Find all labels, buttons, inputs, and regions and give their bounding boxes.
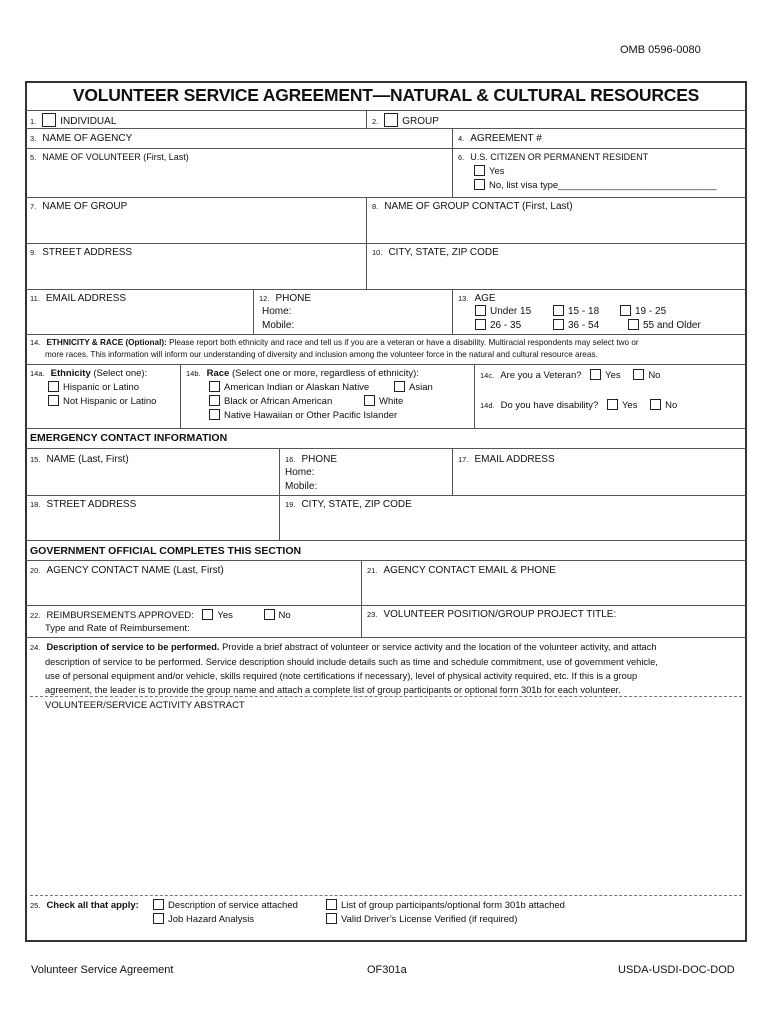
reimbursement-type-field[interactable]: Type and Rate of Reimbursement:	[45, 623, 190, 634]
ethnicity-race-intro: 14. ETHNICITY & RACE (Optional): Please report both ethnicity and race and tell us if you are a veteran or have a disability. Multiracial respondents may select two or more races. This information will inform our understanding of diversity and inclusion among the volunteer force in the natural and cultural resource areas.	[30, 338, 639, 359]
group-option: 2. GROUP	[372, 113, 439, 127]
race-white-option: White	[364, 395, 403, 407]
government-section-header: GOVERNMENT OFFICIAL COMPLETES THIS SECTION	[30, 545, 302, 557]
race-native-option: American Indian or Alaskan Native	[209, 381, 369, 393]
disability-no-checkbox[interactable]	[650, 399, 661, 410]
emergency-contact-header: EMERGENCY CONTACT INFORMATION	[30, 432, 228, 444]
phone-label: 12. PHONE	[259, 293, 311, 304]
race-hawaiian-checkbox[interactable]	[209, 409, 220, 420]
disability-yes-checkbox[interactable]	[607, 399, 618, 410]
emergency-email-field[interactable]: 17. EMAIL ADDRESS	[458, 454, 555, 465]
participants-list-option: List of group participants/optional form 301b attached	[326, 899, 565, 911]
age-55-older-checkbox[interactable]	[628, 319, 639, 330]
race-native-checkbox[interactable]	[209, 381, 220, 392]
citizen-no: No, list visa type______________________________	[474, 179, 717, 191]
city-state-zip-field[interactable]: 10. CITY, STATE, ZIP CODE	[372, 247, 499, 258]
drivers-license-option: Valid Driver’s License Verified (if required)	[326, 913, 517, 925]
age-19-25-checkbox[interactable]	[620, 305, 631, 316]
race-hawaiian-option: Native Hawaiian or Other Pacific Islander	[209, 409, 397, 421]
form-title: VOLUNTEER SERVICE AGREEMENT—NATURAL & CULTURAL RESOURCES	[72, 85, 700, 105]
age-19-25: 19 - 25	[620, 305, 666, 317]
omb-number: OMB 0596-0080	[620, 44, 701, 56]
individual-option: 1. INDIVIDUAL	[30, 113, 116, 127]
email-field[interactable]: 11. EMAIL ADDRESS	[30, 293, 127, 304]
check-all-label: 25. Check all that apply:	[30, 900, 139, 911]
emergency-phone-label: 16. PHONE	[285, 454, 337, 465]
reimbursements-question: 22. REIMBURSEMENTS APPROVED: Yes No	[30, 610, 291, 621]
street-address-field[interactable]: 9. STREET ADDRESS	[30, 247, 133, 258]
phone-home[interactable]: Home:	[262, 306, 292, 317]
race-label: 14b. Race (Select one or more, regardless of ethnicity):	[186, 368, 419, 379]
citizen-yes-checkbox[interactable]	[474, 165, 485, 176]
race-white-checkbox[interactable]	[364, 395, 375, 406]
agreement-number-field[interactable]: 4. AGREEMENT #	[458, 133, 542, 144]
age-15-18: 15 - 18	[553, 305, 599, 317]
job-hazard-option: Job Hazard Analysis	[153, 913, 254, 925]
reimbursement-no-checkbox[interactable]	[264, 609, 275, 620]
age-36-54: 36 - 54	[553, 319, 599, 331]
individual-checkbox[interactable]	[42, 113, 56, 127]
veteran-no-checkbox[interactable]	[633, 369, 644, 380]
drivers-license-checkbox[interactable]	[326, 913, 337, 924]
race-black-checkbox[interactable]	[209, 395, 220, 406]
volunteer-name-field[interactable]: 5. NAME OF VOLUNTEER (First, Last)	[30, 152, 189, 162]
description-attached-option: Description of service attached	[153, 899, 298, 911]
disability-question: 14d. Do you have disability? Yes No	[480, 400, 678, 411]
hispanic-option: Hispanic or Latino	[48, 381, 139, 393]
footer-form-number: OF301a	[367, 964, 407, 976]
veteran-yes-checkbox[interactable]	[590, 369, 601, 380]
race-asian-checkbox[interactable]	[394, 381, 405, 392]
age-15-18-checkbox[interactable]	[553, 305, 564, 316]
group-contact-field[interactable]: 8. NAME OF GROUP CONTACT (First, Last)	[372, 201, 573, 212]
footer-agencies: USDA-USDI-DOC-DOD	[618, 964, 735, 976]
citizen-yes: Yes	[474, 165, 505, 177]
veteran-question: 14c. Are you a Veteran? Yes No	[480, 370, 661, 381]
race-asian-option: Asian	[394, 381, 433, 393]
service-description-instructions: 24. Description of service to be performed. Provide a brief abstract of volunteer or service activity and the location of the volunteer activity, and attach description of service to be performed. Service description should include details such as time and schedule commitment, use of government vehicle, use of personal equipment and/or vehicle, skills required (note certifications if necessary), level of physical activity required, etc. If this is a group agreement, the leader is to provide the group name and attach a complete list of group participants or optional form 301b for each volunteer.	[30, 642, 658, 695]
age-under-15: Under 15	[475, 305, 531, 317]
citizen-label: 6. U.S. CITIZEN OR PERMANENT RESIDENT	[458, 152, 649, 162]
age-26-35: 26 - 35	[475, 319, 521, 331]
job-hazard-checkbox[interactable]	[153, 913, 164, 924]
not-hispanic-checkbox[interactable]	[48, 395, 59, 406]
race-black-option: Black or African American	[209, 395, 332, 407]
emergency-name-field[interactable]: 15. NAME (Last, First)	[30, 454, 129, 465]
age-label: 13. AGE	[458, 293, 496, 304]
citizen-no-checkbox[interactable]	[474, 179, 485, 190]
emergency-phone-mobile[interactable]: Mobile:	[285, 481, 318, 492]
activity-abstract-label: VOLUNTEER/SERVICE ACTIVITY ABSTRACT	[45, 700, 245, 711]
activity-abstract-area[interactable]	[30, 712, 742, 892]
ethnicity-label: 14a. Ethnicity (Select one):	[30, 368, 148, 379]
age-26-35-checkbox[interactable]	[475, 319, 486, 330]
agency-name-field[interactable]: 3. NAME OF AGENCY	[30, 133, 133, 144]
emergency-phone-home[interactable]: Home:	[285, 467, 315, 478]
phone-mobile[interactable]: Mobile:	[262, 320, 295, 331]
age-55-older: 55 and Older	[628, 319, 701, 331]
description-attached-checkbox[interactable]	[153, 899, 164, 910]
agency-contact-email-field[interactable]: 21. AGENCY CONTACT EMAIL & PHONE	[367, 565, 556, 576]
group-checkbox[interactable]	[384, 113, 398, 127]
agency-contact-name-field[interactable]: 20. AGENCY CONTACT NAME (Last, First)	[30, 565, 224, 576]
group-name-field[interactable]: 7. NAME OF GROUP	[30, 201, 128, 212]
emergency-city-field[interactable]: 19. CITY, STATE, ZIP CODE	[285, 499, 412, 510]
participants-list-checkbox[interactable]	[326, 899, 337, 910]
hispanic-checkbox[interactable]	[48, 381, 59, 392]
age-36-54-checkbox[interactable]	[553, 319, 564, 330]
emergency-street-field[interactable]: 18. STREET ADDRESS	[30, 499, 137, 510]
reimbursement-yes-checkbox[interactable]	[202, 609, 213, 620]
not-hispanic-option: Not Hispanic or Latino	[48, 395, 156, 407]
position-title-field[interactable]: 23. VOLUNTEER POSITION/GROUP PROJECT TITLE:	[367, 609, 617, 620]
age-under-15-checkbox[interactable]	[475, 305, 486, 316]
footer-left: Volunteer Service Agreement	[31, 964, 174, 976]
